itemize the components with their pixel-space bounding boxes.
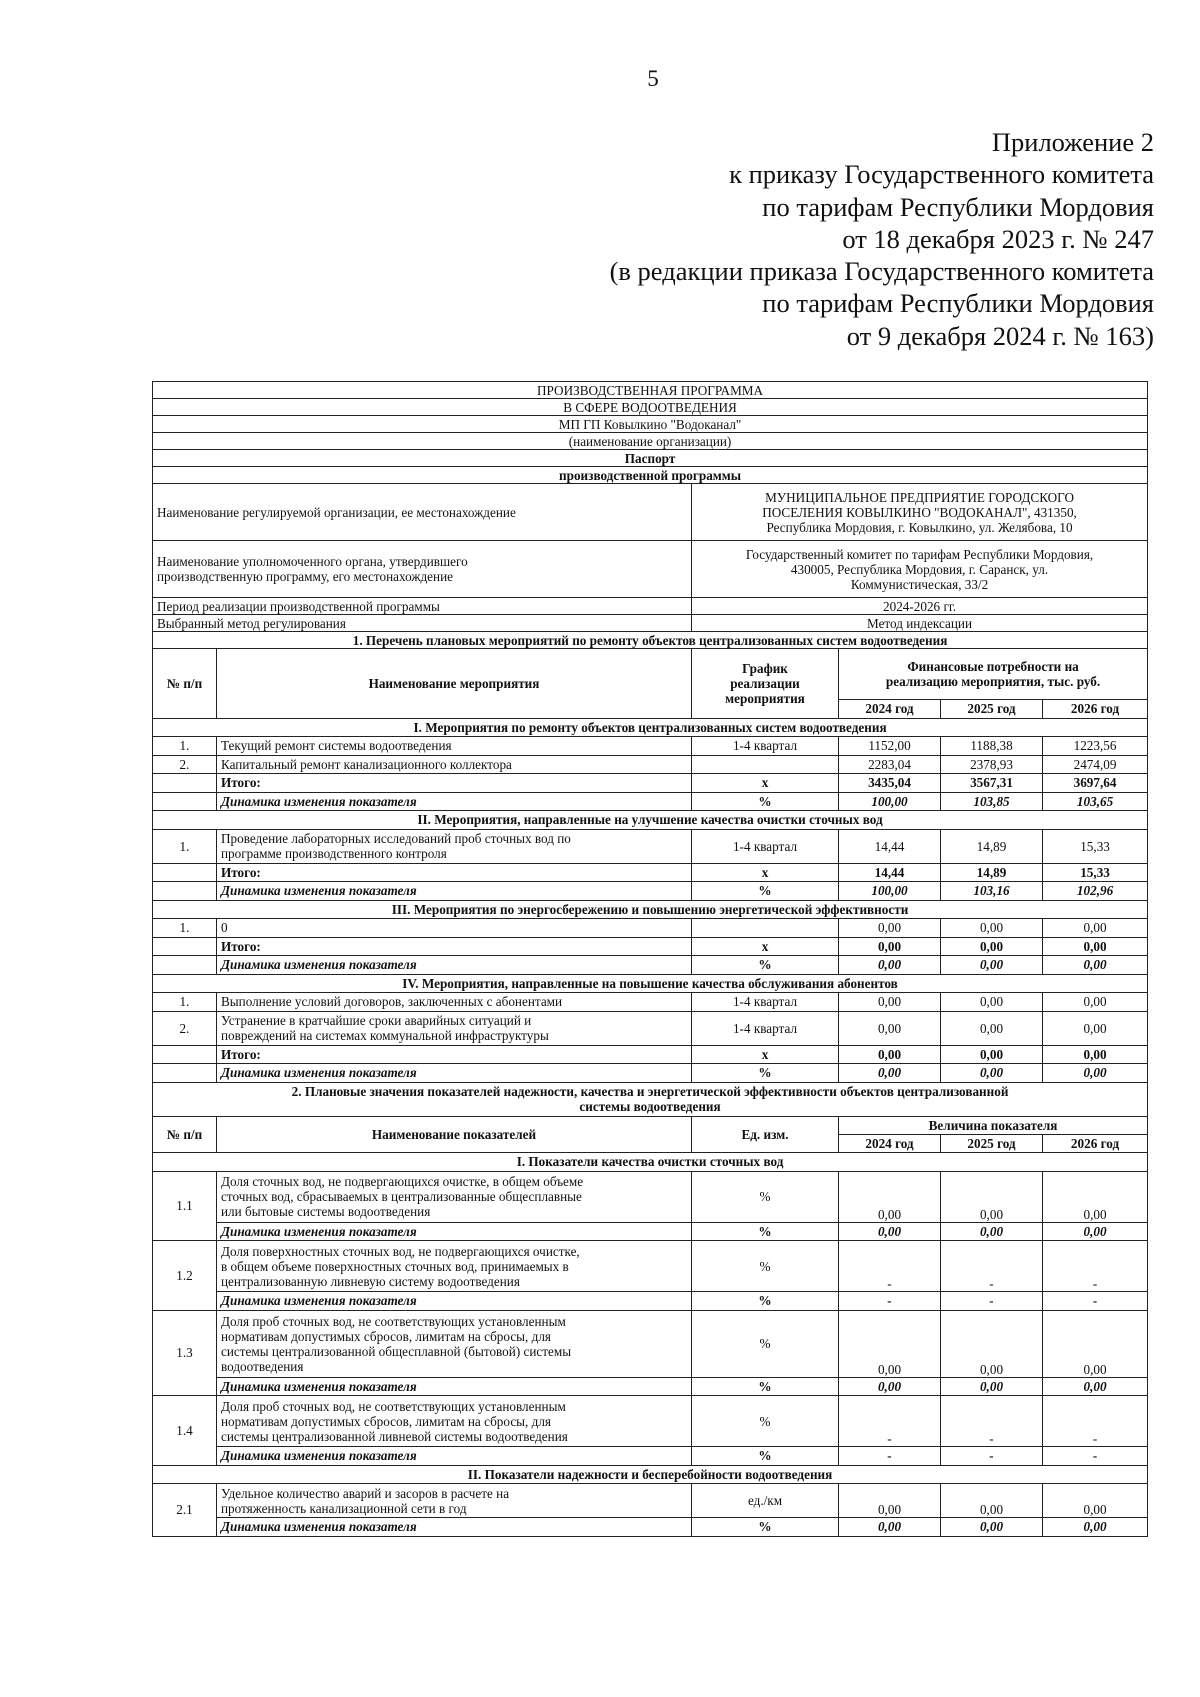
total-label: Итого: bbox=[217, 774, 692, 793]
section1-col-name: Наименование мероприятия bbox=[217, 649, 692, 719]
indicator-value-2024: 0,00 bbox=[839, 1171, 941, 1222]
row-name: Выполнение условий договоров, заключенных с абонентами bbox=[217, 993, 692, 1012]
section1-group-title: II. Мероприятия, направленные на улучшение качества очистки сточных вод bbox=[153, 811, 1148, 830]
total-value-2025: 0,00 bbox=[941, 937, 1043, 956]
section2-group-title: II. Показатели надежности и бесперебойности водоотведения bbox=[153, 1465, 1148, 1484]
section1-group-title: I. Мероприятия по ремонту объектов централизованных систем водоотведения bbox=[153, 718, 1148, 737]
passport-org-value-line: ПОСЕЛЕНИЯ КОВЫЛКИНО "ВОДОКАНАЛ", 431350, bbox=[762, 504, 1077, 520]
row-schedule bbox=[692, 919, 839, 938]
section1-year-2025: 2025 год bbox=[941, 700, 1043, 719]
dynamics-value-2024: 100,00 bbox=[839, 882, 941, 901]
dynamics-unit: % bbox=[692, 1447, 839, 1466]
indicator-name-line: сточных вод, сбрасываемых в централизованные общесплавные bbox=[221, 1189, 582, 1204]
row-num: 1. bbox=[153, 737, 217, 756]
indicator-num: 2.1 bbox=[153, 1484, 217, 1537]
indicator-unit: ед./км bbox=[692, 1484, 839, 1518]
row-name-line: Проведение лабораторных исследований проб сточных вод по bbox=[221, 831, 571, 846]
row-schedule: 1-4 квартал bbox=[692, 829, 839, 863]
indicator-name bbox=[217, 1241, 692, 1292]
section1-col-finance-line: реализацию мероприятия, тыс. руб. bbox=[885, 674, 1101, 689]
row-schedule: 1-4 квартал bbox=[692, 1011, 839, 1045]
appendix-line: (в редакции приказа Государственного комитета bbox=[609, 256, 1154, 287]
organization-short-name: МП ГП Ковылкино "Водоканал" bbox=[153, 416, 1148, 433]
program-sphere: В СФЕРЕ ВОДООТВЕДЕНИЯ bbox=[153, 399, 1148, 416]
passport-authority-label bbox=[153, 541, 692, 598]
dynamics-label: Динамика изменения показателя bbox=[217, 1292, 692, 1311]
row-name: Капитальный ремонт канализационного коллектора bbox=[217, 755, 692, 774]
dynamics-label: Динамика изменения показателя bbox=[217, 956, 692, 975]
dynamics-value-2024: - bbox=[839, 1292, 941, 1311]
indicator-name-line: Доля проб сточных вод, не соответствующих установленным bbox=[221, 1313, 566, 1329]
section1-year-2026: 2026 год bbox=[1043, 700, 1148, 719]
section1-year-2024: 2024 год bbox=[839, 700, 941, 719]
section2-title bbox=[153, 1082, 1148, 1116]
row-value-2024: 0,00 bbox=[839, 1011, 941, 1045]
indicator-value-2026: - bbox=[1043, 1241, 1148, 1292]
total-unit: х bbox=[692, 1045, 839, 1064]
section1-col-schedule-line: мероприятия bbox=[725, 690, 805, 706]
dynamics-value-2025: 103,85 bbox=[941, 792, 1043, 811]
passport-authority-value-line: Государственный комитет по тарифам Республики Мордовия, bbox=[745, 546, 1094, 562]
passport-subtitle: производственной программы bbox=[153, 467, 1148, 484]
total-unit: х bbox=[692, 774, 839, 793]
dynamics-unit: % bbox=[692, 1518, 839, 1537]
dynamics-label: Динамика изменения показателя bbox=[217, 1377, 692, 1396]
section2-year-2026: 2026 год bbox=[1043, 1134, 1148, 1153]
section2-col-name: Наименование показателей bbox=[217, 1116, 692, 1153]
indicator-name-line: нормативам допустимых сбросов, лимитам на сбросы, для bbox=[221, 1413, 551, 1429]
empty-cell bbox=[153, 937, 217, 956]
dynamics-label: Динамика изменения показателя bbox=[217, 1222, 692, 1241]
total-unit: х bbox=[692, 863, 839, 882]
dynamics-unit: % bbox=[692, 792, 839, 811]
section2-col-value: Величина показателя bbox=[839, 1116, 1148, 1134]
empty-cell bbox=[153, 792, 217, 811]
dynamics-value-2025: 0,00 bbox=[941, 1377, 1043, 1396]
row-name bbox=[217, 829, 692, 863]
total-value-2026: 0,00 bbox=[1043, 937, 1148, 956]
row-name bbox=[217, 1011, 692, 1045]
dynamics-label: Динамика изменения показателя bbox=[217, 1064, 692, 1083]
section1-title: 1. Перечень плановых мероприятий по ремонту объектов централизованных систем водоотведения bbox=[153, 632, 1148, 649]
empty-cell bbox=[153, 1045, 217, 1064]
total-unit: х bbox=[692, 937, 839, 956]
total-value-2024: 0,00 bbox=[839, 937, 941, 956]
dynamics-value-2026: 0,00 bbox=[1043, 1222, 1148, 1241]
indicator-name-line: протяженность канализационной сети в год bbox=[221, 1500, 467, 1516]
indicator-value-2026: - bbox=[1043, 1396, 1148, 1447]
appendix-line: к приказу Государственного комитета bbox=[729, 159, 1154, 190]
appendix-header bbox=[610, 126, 1154, 352]
indicator-name-line: Доля поверхностных сточных вод, не подвергающихся очистке, bbox=[221, 1243, 580, 1259]
section1-col-schedule-line: График bbox=[742, 660, 788, 676]
passport-org-value bbox=[692, 484, 1148, 541]
section1-col-finance-line: Финансовые потребности на bbox=[907, 659, 1079, 674]
production-program-table bbox=[152, 381, 1148, 1537]
row-schedule: 1-4 квартал bbox=[692, 993, 839, 1012]
total-label: Итого: bbox=[217, 937, 692, 956]
section1-col-schedule-line: реализации bbox=[730, 675, 800, 691]
passport-org-value-line: МУНИЦИПАЛЬНОЕ ПРЕДПРИЯТИЕ ГОРОДСКОГО bbox=[765, 489, 1074, 505]
row-value-2025: 1188,38 bbox=[941, 737, 1043, 756]
dynamics-value-2024: 0,00 bbox=[839, 1518, 941, 1537]
appendix-line: от 9 декабря 2024 г. № 163) bbox=[846, 320, 1154, 351]
row-value-2024: 0,00 bbox=[839, 919, 941, 938]
dynamics-value-2024: 0,00 bbox=[839, 956, 941, 975]
row-value-2024: 1152,00 bbox=[839, 737, 941, 756]
section1-col-schedule bbox=[692, 649, 839, 719]
row-num: 1. bbox=[153, 919, 217, 938]
row-value-2025: 14,89 bbox=[941, 829, 1043, 863]
appendix-line: от 18 декабря 2023 г. № 247 bbox=[842, 223, 1154, 254]
row-num: 2. bbox=[153, 755, 217, 774]
indicator-name-line: Доля сточных вод, не подвергающихся очистке, в общем объеме bbox=[221, 1174, 584, 1189]
dynamics-label: Динамика изменения показателя bbox=[217, 1447, 692, 1466]
row-value-2025: 0,00 bbox=[941, 1011, 1043, 1045]
dynamics-unit: % bbox=[692, 956, 839, 975]
passport-period-label: Период реализации производственной программы bbox=[153, 598, 692, 615]
passport-method-label: Выбранный метод регулирования bbox=[153, 615, 692, 632]
row-value-2026: 1223,56 bbox=[1043, 737, 1148, 756]
indicator-num: 1.4 bbox=[153, 1396, 217, 1466]
indicator-name-line: Удельное количество аварий и засоров в расчете на bbox=[221, 1485, 510, 1501]
indicator-name-line: централизованную ливневую систему водоотведения bbox=[221, 1273, 520, 1289]
total-value-2026: 15,33 bbox=[1043, 863, 1148, 882]
indicator-num: 1.3 bbox=[153, 1310, 217, 1396]
indicator-name bbox=[217, 1396, 692, 1447]
dynamics-value-2026: 0,00 bbox=[1043, 1518, 1148, 1537]
empty-cell bbox=[153, 863, 217, 882]
section1-col-finance bbox=[839, 649, 1148, 700]
row-value-2025: 0,00 bbox=[941, 919, 1043, 938]
organization-caption: (наименование организации) bbox=[153, 433, 1148, 450]
indicator-value-2024: 0,00 bbox=[839, 1484, 941, 1518]
empty-cell bbox=[153, 882, 217, 901]
section2-group-title: I. Показатели качества очистки сточных вод bbox=[153, 1153, 1148, 1172]
appendix-line: по тарифам Республики Мордовия bbox=[762, 288, 1154, 319]
row-name-line: Устранение в кратчайшие сроки аварийных ситуаций и bbox=[221, 1013, 532, 1028]
dynamics-unit: % bbox=[692, 1064, 839, 1083]
dynamics-value-2025: 0,00 bbox=[941, 956, 1043, 975]
appendix-line: по тарифам Республики Мордовия bbox=[762, 191, 1154, 222]
row-num: 1. bbox=[153, 829, 217, 863]
passport-authority-label-line: производственную программу, его местонахождение bbox=[157, 569, 454, 584]
row-value-2025: 2378,93 bbox=[941, 755, 1043, 774]
indicator-value-2026: 0,00 bbox=[1043, 1310, 1148, 1377]
indicator-name-line: или бытовые системы водоотведения bbox=[221, 1204, 431, 1219]
program-title: ПРОИЗВОДСТВЕННАЯ ПРОГРАММА bbox=[153, 382, 1148, 399]
indicator-name-line: нормативам допустимых сбросов, лимитам на сбросы, для bbox=[221, 1328, 551, 1344]
section1-group-title: IV. Мероприятия, направленные на повышение качества обслуживания абонентов bbox=[153, 974, 1148, 993]
dynamics-unit: % bbox=[692, 882, 839, 901]
total-value-2025: 14,89 bbox=[941, 863, 1043, 882]
dynamics-value-2024: - bbox=[839, 1447, 941, 1466]
row-value-2026: 15,33 bbox=[1043, 829, 1148, 863]
dynamics-value-2026: 0,00 bbox=[1043, 1064, 1148, 1083]
row-value-2025: 0,00 bbox=[941, 993, 1043, 1012]
dynamics-value-2025: - bbox=[941, 1447, 1043, 1466]
passport-period-value: 2024-2026 гг. bbox=[692, 598, 1148, 615]
passport-method-value: Метод индексации bbox=[692, 615, 1148, 632]
page-number: 5 bbox=[647, 66, 659, 91]
indicator-value-2025: - bbox=[941, 1396, 1043, 1447]
total-value-2024: 14,44 bbox=[839, 863, 941, 882]
indicator-value-2026: 0,00 bbox=[1043, 1484, 1148, 1518]
row-name-line: программе производственного контроля bbox=[221, 846, 447, 861]
section2-title-line: системы водоотведения bbox=[579, 1099, 721, 1114]
indicator-value-2026: 0,00 bbox=[1043, 1171, 1148, 1222]
total-label: Итого: bbox=[217, 863, 692, 882]
row-value-2024: 0,00 bbox=[839, 993, 941, 1012]
indicator-unit: % bbox=[692, 1171, 839, 1222]
dynamics-value-2025: 0,00 bbox=[941, 1518, 1043, 1537]
indicator-value-2025: - bbox=[941, 1241, 1043, 1292]
total-label: Итого: bbox=[217, 1045, 692, 1064]
total-value-2026: 0,00 bbox=[1043, 1045, 1148, 1064]
passport-authority-value-line: 430005, Республика Мордовия, г. Саранск, ул. bbox=[790, 561, 1049, 577]
row-value-2024: 2283,04 bbox=[839, 755, 941, 774]
dynamics-value-2024: 0,00 bbox=[839, 1377, 941, 1396]
indicator-value-2025: 0,00 bbox=[941, 1484, 1043, 1518]
indicator-name-line: Доля проб сточных вод, не соответствующих установленным bbox=[221, 1398, 566, 1414]
total-value-2025: 3567,31 bbox=[941, 774, 1043, 793]
dynamics-unit: % bbox=[692, 1222, 839, 1241]
dynamics-label: Динамика изменения показателя bbox=[217, 792, 692, 811]
row-name: Текущий ремонт системы водоотведения bbox=[217, 737, 692, 756]
dynamics-value-2024: 0,00 bbox=[839, 1222, 941, 1241]
total-value-2025: 0,00 bbox=[941, 1045, 1043, 1064]
indicator-value-2025: 0,00 bbox=[941, 1171, 1043, 1222]
indicator-unit: % bbox=[692, 1310, 839, 1377]
empty-cell bbox=[153, 956, 217, 975]
indicator-name bbox=[217, 1484, 692, 1518]
indicator-unit: % bbox=[692, 1396, 839, 1447]
indicator-value-2024: - bbox=[839, 1396, 941, 1447]
indicator-unit: % bbox=[692, 1241, 839, 1292]
indicator-name bbox=[217, 1171, 692, 1222]
indicator-name bbox=[217, 1310, 692, 1377]
section1-group-title: III. Мероприятия по энергосбережению и повышению энергетической эффективности bbox=[153, 900, 1148, 919]
row-num: 1. bbox=[153, 993, 217, 1012]
row-name: 0 bbox=[217, 919, 692, 938]
passport-authority-value-line: Коммунистическая, 33/2 bbox=[850, 576, 989, 592]
appendix-line: Приложение 2 bbox=[991, 127, 1154, 157]
passport-title: Паспорт bbox=[153, 450, 1148, 467]
section2-col-num: № п/п bbox=[153, 1116, 217, 1153]
section1-col-num: № п/п bbox=[153, 649, 217, 719]
row-value-2026: 2474,09 bbox=[1043, 755, 1148, 774]
section2-title-line: 2. Плановые значения показателей надежности, качества и энергетической эффективности объектов централизованной bbox=[291, 1084, 1009, 1099]
passport-authority-value bbox=[692, 541, 1148, 598]
total-value-2024: 0,00 bbox=[839, 1045, 941, 1064]
row-name-line: повреждений на системах коммунальной инфраструктуры bbox=[221, 1028, 549, 1043]
dynamics-value-2025: - bbox=[941, 1292, 1043, 1311]
section2-col-unit: Ед. изм. bbox=[692, 1116, 839, 1153]
row-schedule: 1-4 квартал bbox=[692, 737, 839, 756]
total-value-2024: 3435,04 bbox=[839, 774, 941, 793]
dynamics-label: Динамика изменения показателя bbox=[217, 882, 692, 901]
indicator-name-line: водоотведения bbox=[221, 1358, 304, 1374]
row-value-2026: 0,00 bbox=[1043, 993, 1148, 1012]
dynamics-value-2026: - bbox=[1043, 1292, 1148, 1311]
indicator-num: 1.1 bbox=[153, 1171, 217, 1241]
row-value-2026: 0,00 bbox=[1043, 919, 1148, 938]
row-schedule bbox=[692, 755, 839, 774]
dynamics-value-2025: 103,16 bbox=[941, 882, 1043, 901]
dynamics-value-2026: 102,96 bbox=[1043, 882, 1148, 901]
indicator-num: 1.2 bbox=[153, 1241, 217, 1311]
passport-org-label: Наименование регулируемой организации, ее местонахождение bbox=[153, 484, 692, 541]
dynamics-value-2026: 0,00 bbox=[1043, 956, 1148, 975]
row-value-2026: 0,00 bbox=[1043, 1011, 1148, 1045]
dynamics-unit: % bbox=[692, 1292, 839, 1311]
section2-year-2025: 2025 год bbox=[941, 1134, 1043, 1153]
indicator-value-2024: 0,00 bbox=[839, 1310, 941, 1377]
dynamics-label: Динамика изменения показателя bbox=[217, 1518, 692, 1537]
dynamics-value-2024: 0,00 bbox=[839, 1064, 941, 1083]
row-value-2024: 14,44 bbox=[839, 829, 941, 863]
indicator-name-line: системы централизованной общесплавной (бытовой) системы bbox=[221, 1343, 572, 1359]
row-num: 2. bbox=[153, 1011, 217, 1045]
indicator-name-line: системы централизованной ливневой системы водоотведения bbox=[221, 1428, 568, 1444]
empty-cell bbox=[153, 1064, 217, 1083]
passport-org-value-line: Республика Мордовия, г. Ковылкино, ул. Желябова, 10 bbox=[766, 519, 1073, 535]
empty-cell bbox=[153, 774, 217, 793]
dynamics-value-2026: 0,00 bbox=[1043, 1377, 1148, 1396]
passport-authority-label-line: Наименование уполномоченного органа, утвердившего bbox=[157, 554, 468, 569]
dynamics-value-2025: 0,00 bbox=[941, 1064, 1043, 1083]
total-value-2026: 3697,64 bbox=[1043, 774, 1148, 793]
indicator-name-line: в общем объеме поверхностных сточных вод, принимаемых в bbox=[221, 1258, 569, 1274]
indicator-value-2025: 0,00 bbox=[941, 1310, 1043, 1377]
dynamics-value-2025: 0,00 bbox=[941, 1222, 1043, 1241]
section2-year-2024: 2024 год bbox=[839, 1134, 941, 1153]
indicator-value-2024: - bbox=[839, 1241, 941, 1292]
dynamics-value-2026: 103,65 bbox=[1043, 792, 1148, 811]
dynamics-value-2024: 100,00 bbox=[839, 792, 941, 811]
dynamics-unit: % bbox=[692, 1377, 839, 1396]
dynamics-value-2026: - bbox=[1043, 1447, 1148, 1466]
